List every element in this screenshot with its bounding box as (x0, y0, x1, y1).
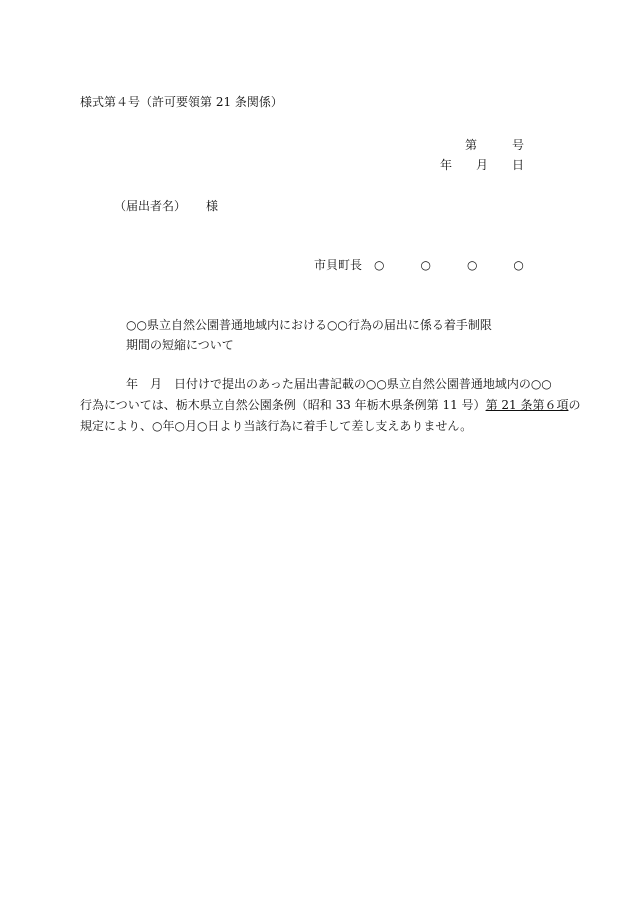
form-label: 様式第４号（許可要領第 21 条関係） (80, 95, 283, 109)
sender-name: ○ ○ ○ ○ (374, 258, 536, 272)
document-date (0, 157, 630, 173)
subject-line-1: ○○県立自然公園普通地域内における○○行為の届出に係る着手制限 (126, 318, 492, 332)
body-line-2-suffix: の (568, 398, 581, 412)
body-line-3: 規定により、○年○月○日より当該行為に着手して差し支えありません。 (80, 419, 473, 433)
addressee-honorific: 様 (206, 199, 219, 213)
sender-title: 市貝町長 (314, 258, 363, 272)
body-line-2-article-reference: 第 21 条第６項 (485, 398, 569, 412)
addressee (114, 198, 218, 214)
date-month: 月 (476, 158, 489, 172)
subject-line-2: 期間の短縮について (126, 338, 234, 352)
date-year: 年 (440, 158, 453, 172)
sender (314, 257, 536, 273)
number-dai: 第 (465, 138, 478, 152)
addressee-name: （届出者名） (114, 199, 187, 213)
date-day: 日 (512, 158, 525, 172)
document-number (0, 137, 630, 153)
body-line-1: 年 月 日付けで提出のあった届出書記載の○○県立自然公園普通地域内の○○ (126, 377, 552, 391)
number-go: 号 (512, 138, 525, 152)
body-line-2-prefix: 行為については、栃木県立自然公園条例（昭和 33 年栃木県条例第 11 号） (80, 398, 486, 412)
body-line-2 (80, 397, 580, 413)
